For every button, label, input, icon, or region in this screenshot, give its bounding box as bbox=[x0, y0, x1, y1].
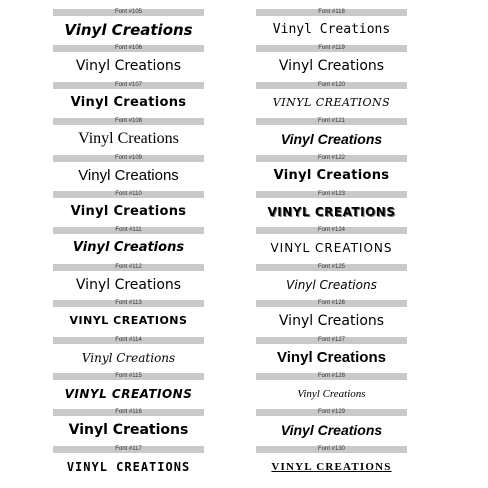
font-sample-text: Vinyl Creations bbox=[280, 131, 383, 148]
font-sample-text: VINYL CREATIONS bbox=[267, 204, 396, 219]
font-sample-text: Vinyl Creations bbox=[78, 166, 179, 184]
font-label-bar bbox=[256, 191, 407, 198]
font-sample-text: Vinyl Creations bbox=[64, 21, 193, 39]
font-number-label: Font #124 bbox=[317, 227, 346, 234]
font-column-left bbox=[53, 9, 204, 482]
font-sample-text: Vinyl Creations bbox=[70, 94, 187, 110]
font-number-label: Font #128 bbox=[317, 372, 346, 379]
font-label-bar bbox=[256, 264, 407, 271]
font-number-label: Font #125 bbox=[317, 263, 346, 270]
font-sample-cell bbox=[256, 264, 407, 300]
font-label-bar bbox=[256, 118, 407, 125]
font-sample-cell bbox=[256, 118, 407, 154]
font-label-bar bbox=[53, 191, 204, 198]
font-sample-cell bbox=[53, 227, 204, 263]
font-sample-cell bbox=[53, 337, 204, 373]
font-sample-cell bbox=[53, 191, 204, 227]
font-sample-text: VINYL CREATIONS bbox=[69, 314, 188, 328]
font-number-label: Font #106 bbox=[114, 45, 143, 52]
font-sample-cell bbox=[53, 45, 204, 81]
font-sample-cell bbox=[256, 9, 407, 45]
font-label-bar bbox=[53, 337, 204, 344]
font-number-label: Font #117 bbox=[115, 445, 142, 452]
font-sample-text: Vinyl Creations bbox=[277, 348, 386, 366]
font-number-label: Font #119 bbox=[318, 45, 345, 52]
font-number-label: Font #113 bbox=[115, 300, 142, 307]
font-sample-cell bbox=[53, 155, 204, 191]
font-column-right bbox=[256, 9, 407, 482]
font-sample-cell bbox=[256, 227, 407, 263]
font-number-label: Font #130 bbox=[317, 445, 346, 452]
font-sample-cell bbox=[53, 300, 204, 336]
font-number-label: Font #121 bbox=[317, 118, 346, 125]
font-sample-cell bbox=[53, 82, 204, 118]
font-sample-text: Vinyl Creations bbox=[278, 313, 385, 330]
font-sample-cell bbox=[53, 446, 204, 482]
font-label-bar bbox=[53, 9, 204, 16]
font-label-bar bbox=[256, 337, 407, 344]
font-sample-cell bbox=[256, 300, 407, 336]
font-sample-text: VINYL CREATIONS bbox=[272, 95, 391, 109]
font-label-bar bbox=[256, 227, 407, 234]
font-sample-text: Vinyl Creations bbox=[70, 203, 187, 219]
font-sample-text: Vinyl Creations bbox=[78, 130, 179, 148]
font-sample-text: Vinyl Creations bbox=[297, 387, 366, 400]
font-sample-text: Vinyl Creations bbox=[286, 277, 377, 292]
font-label-bar bbox=[256, 9, 407, 16]
font-label-bar bbox=[53, 446, 204, 453]
font-number-label: Font #127 bbox=[317, 336, 346, 343]
font-number-label: Font #115 bbox=[115, 372, 142, 379]
font-number-label: Font #107 bbox=[114, 81, 143, 88]
font-sample-text: VINYL CREATIONS bbox=[270, 241, 393, 256]
font-number-label: Font #118 bbox=[318, 9, 345, 15]
font-sample-text: Vinyl Creations bbox=[280, 422, 383, 439]
font-label-bar bbox=[256, 373, 407, 380]
font-sample-cell bbox=[53, 373, 204, 409]
font-number-label: Font #108 bbox=[114, 118, 143, 125]
font-label-bar bbox=[53, 155, 204, 162]
font-label-bar bbox=[53, 45, 204, 52]
font-sample-text: Vinyl Creations bbox=[273, 167, 390, 183]
font-sample-cell bbox=[256, 191, 407, 227]
font-number-label: Font #105 bbox=[114, 9, 143, 15]
font-label-bar bbox=[53, 118, 204, 125]
font-sample-text: Vinyl Creations bbox=[81, 350, 176, 365]
font-number-label: Font #126 bbox=[317, 300, 346, 307]
font-sample-cell bbox=[256, 155, 407, 191]
font-number-label: Font #122 bbox=[317, 154, 346, 161]
font-sample-text: VINYL CREATIONS bbox=[271, 460, 392, 473]
font-sample-text: Vinyl Creations bbox=[278, 58, 385, 75]
font-sample-cell bbox=[256, 45, 407, 81]
font-sample-cell bbox=[256, 409, 407, 445]
font-sample-cell bbox=[256, 446, 407, 482]
font-sample-cell bbox=[53, 118, 204, 154]
font-sample-text: Vinyl Creations bbox=[75, 276, 182, 293]
font-sample-cell bbox=[53, 409, 204, 445]
font-label-bar bbox=[256, 155, 407, 162]
font-sample-cell bbox=[256, 82, 407, 118]
font-label-bar bbox=[53, 373, 204, 380]
font-sample-text: Vinyl Creations bbox=[72, 240, 185, 256]
font-sample-text: VINYL CREATIONS bbox=[66, 459, 191, 474]
font-sample-text: Vinyl Creations bbox=[272, 22, 391, 37]
font-sample-text: Vinyl Creations bbox=[68, 422, 189, 439]
font-number-label: Font #114 bbox=[115, 336, 142, 343]
font-label-bar bbox=[53, 264, 204, 271]
font-number-label: Font #111 bbox=[115, 227, 142, 234]
font-number-label: Font #123 bbox=[317, 190, 346, 197]
font-number-label: Font #110 bbox=[115, 190, 142, 197]
font-sample-text: VINYL CREATIONS bbox=[64, 386, 193, 401]
font-label-bar bbox=[256, 82, 407, 89]
font-label-bar bbox=[256, 45, 407, 52]
font-label-bar bbox=[53, 300, 204, 307]
font-label-bar bbox=[53, 227, 204, 234]
font-label-bar bbox=[53, 82, 204, 89]
font-label-bar bbox=[256, 409, 407, 416]
font-label-bar bbox=[256, 300, 407, 307]
font-number-label: Font #112 bbox=[115, 263, 142, 270]
font-label-bar bbox=[256, 446, 407, 453]
font-number-label: Font #129 bbox=[317, 409, 346, 416]
font-number-label: Font #120 bbox=[317, 81, 346, 88]
font-number-label: Font #109 bbox=[114, 154, 143, 161]
font-sample-cell bbox=[256, 373, 407, 409]
font-label-bar bbox=[53, 409, 204, 416]
font-sample-cell bbox=[53, 264, 204, 300]
font-sample-text: Vinyl Creations bbox=[75, 58, 182, 75]
font-number-label: Font #116 bbox=[115, 409, 142, 416]
font-sample-cell bbox=[256, 337, 407, 373]
font-sample-cell bbox=[53, 9, 204, 45]
